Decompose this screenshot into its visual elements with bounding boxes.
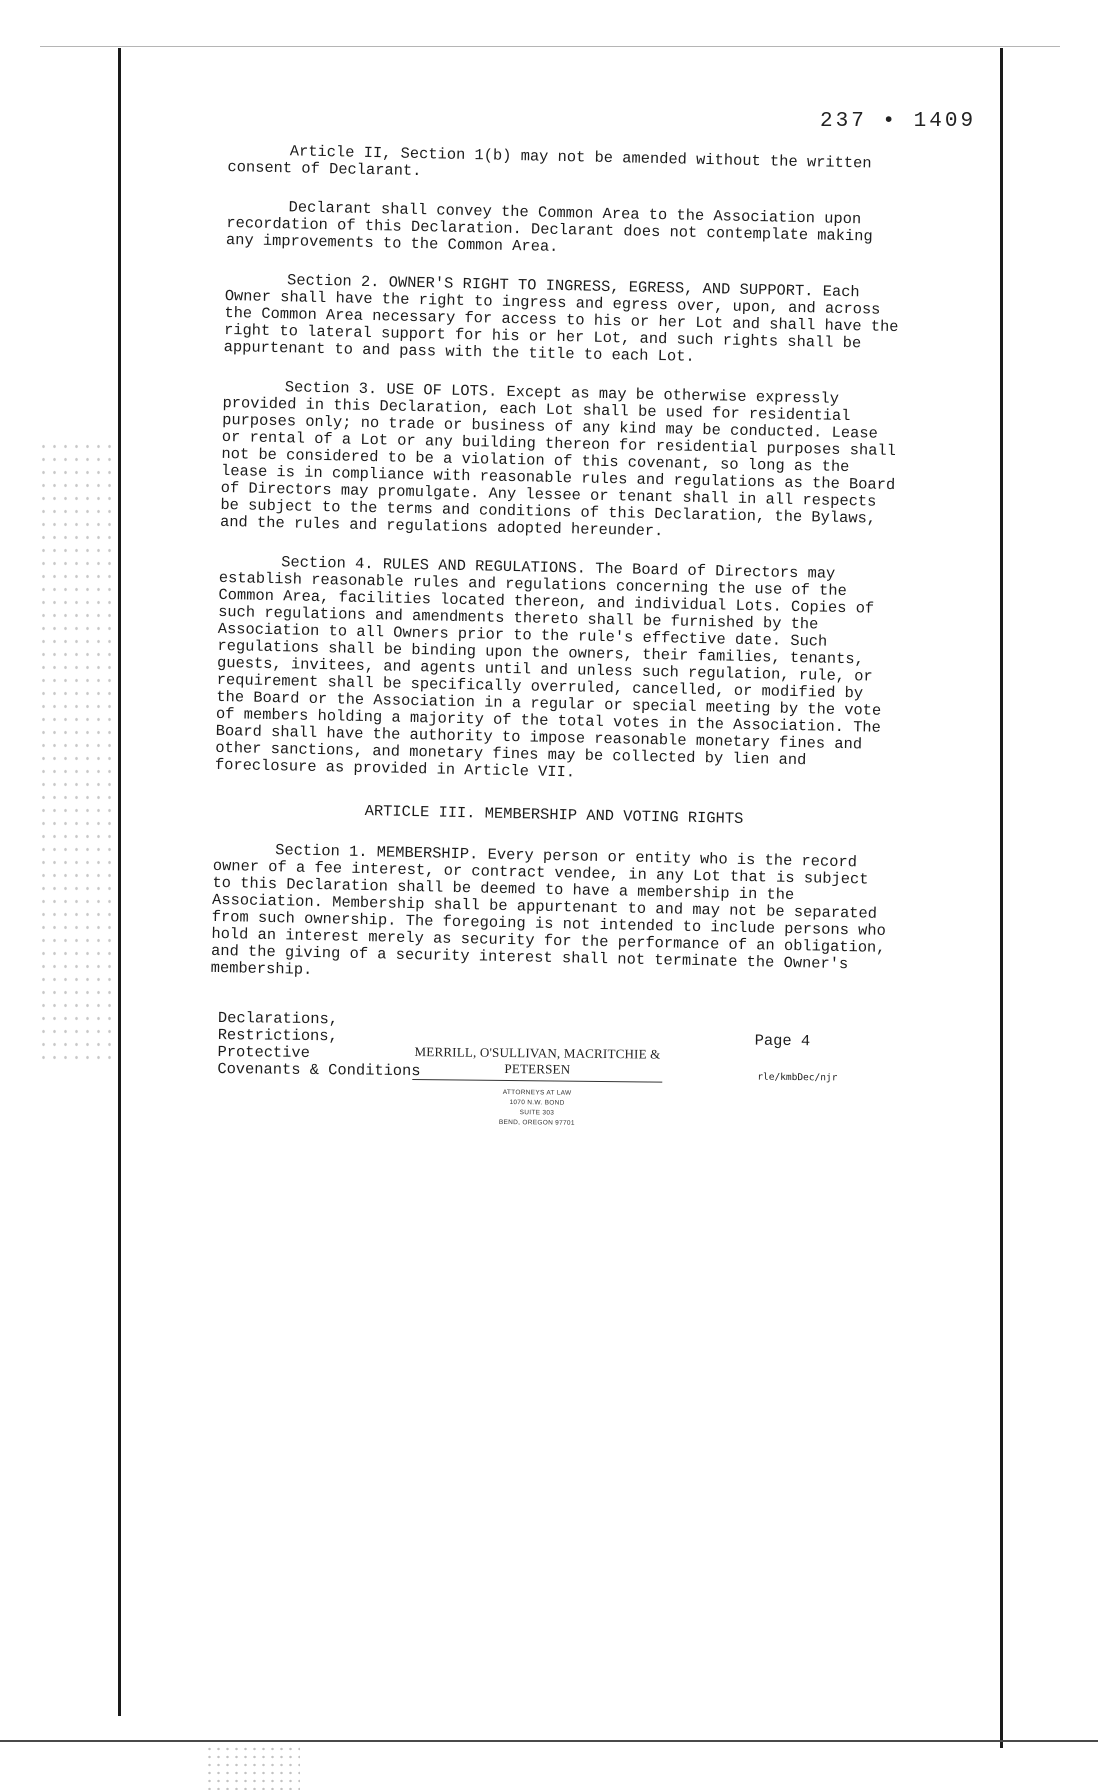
footer-document-title (217, 1010, 421, 1080)
scan-right-border (1000, 48, 1003, 1748)
law-firm-address (412, 1087, 662, 1130)
scan-left-border (118, 48, 121, 1716)
firm-address-line: SUITE 303 (519, 1109, 555, 1117)
scan-noise-bottom (205, 1745, 300, 1790)
page-number: Page 4 (754, 1031, 811, 1051)
firm-address-line: BEND, OREGON 97701 (498, 1118, 575, 1127)
firm-address-line: ATTORNEYS AT LAW (502, 1088, 572, 1097)
page-footer (217, 1010, 858, 1137)
footer-title-line: Declarations, (217, 1009, 339, 1029)
stamp-page: 1409 (913, 110, 977, 133)
recording-stamp (820, 110, 976, 133)
paragraph-amendment-consent: Article II, Section 1(b) may not be amended without the written consent of Declarant. (227, 142, 872, 181)
paragraph-common-area-conveyance: Declarant shall convey the Common Area to the Association upon recordation of this Declaration. Declarant does not contemplate making any improvements to the Common Area. (225, 198, 873, 256)
law-firm-block (412, 1044, 663, 1130)
stamp-separator: • (882, 110, 899, 133)
paragraph-section-1-membership: Section 1. MEMBERSHIP. Every person or entity who is the record owner of a fee interest, or contract vendee, in any Lot that is subject to this Declaration shall be deemed to have a membership in the Association. Membership shall be appurtenant to and may not be separated from such ownership. The foregoing is not intended to include persons who hold an interest merely as security for the performance of an obligation, and the giving of a security interest shall not terminate the Owner's membership. (210, 841, 887, 979)
scan-bottom-edge (0, 1740, 1098, 1742)
scan-noise-left (38, 440, 118, 1060)
footer-title-line: Restrictions, (217, 1025, 338, 1046)
paragraph-section-3-use-of-lots: Section 3. USE OF LOTS. Except as may be otherwise expressly provided in this Declaration, each Lot shall be used for residential purposes only; no trade or business of any kind may be conducted. Lease or rental of a Lot or any building thereon for residential purposes shall not be considered to be a violation of this covenant, so long as the lease is in compliance with reasonable rules and regulations as the Board of Directors may promulgate. Any lessee or tenant shall in all respects be subject to the terms and conditions of this Declaration, the Bylaws, and the rules and regulations adopted hereunder. (219, 378, 897, 541)
paragraph-section-2-ingress-egress: Section 2. OWNER'S RIGHT TO INGRESS, EGRESS, AND SUPPORT. Each Owner shall have the right to ingress and egress over, upon, and across the Common Area necessary for access to his or her Lot and shall have the right to lateral support for his or her Lot, and such rights shall be appurtenant to and pass with the title to each Lot. (223, 271, 899, 366)
law-firm-name: MERRILL, O'SULLIVAN, MACRITCHIE & PETERSEN (412, 1044, 662, 1083)
document-body (210, 142, 908, 1013)
scan-top-edge (40, 46, 1060, 47)
footer-title-line: Protective (217, 1042, 311, 1062)
paragraph-section-4-rules: Section 4. RULES AND REGULATIONS. The Board of Directors may establish reasonable rules and regulations concerning the use of the Common Area, facilities located thereon, and individual Lots. Copies of such regulations and amendments thereto shall be furnished by the Association to all Owners prior to the rule's effective date. Such regulations shall be binding upon the owners, their families, tenants, guests, invitees, and agents until and unless such regulation, rule, or requirement shall be specifically overruled, cancelled, or modified by the Board or the Association in a regular or special meeting by the vote of members holding a majority of the total votes in the Association. The Board shall have the authority to impose reasonable monetary fines and other sanctions, and monetary fines may be collected by lien and foreclosure as provided in Article VII. (214, 553, 882, 782)
stamp-book: 237 (820, 110, 867, 133)
firm-address-line: 1070 N.W. BOND (509, 1099, 565, 1107)
document-reference: rle/kmbDec/njr (757, 1071, 838, 1084)
article-heading: ARTICLE III. MEMBERSHIP AND VOTING RIGHTS (364, 802, 744, 828)
footer-title-line: Covenants & Conditions (217, 1059, 421, 1081)
